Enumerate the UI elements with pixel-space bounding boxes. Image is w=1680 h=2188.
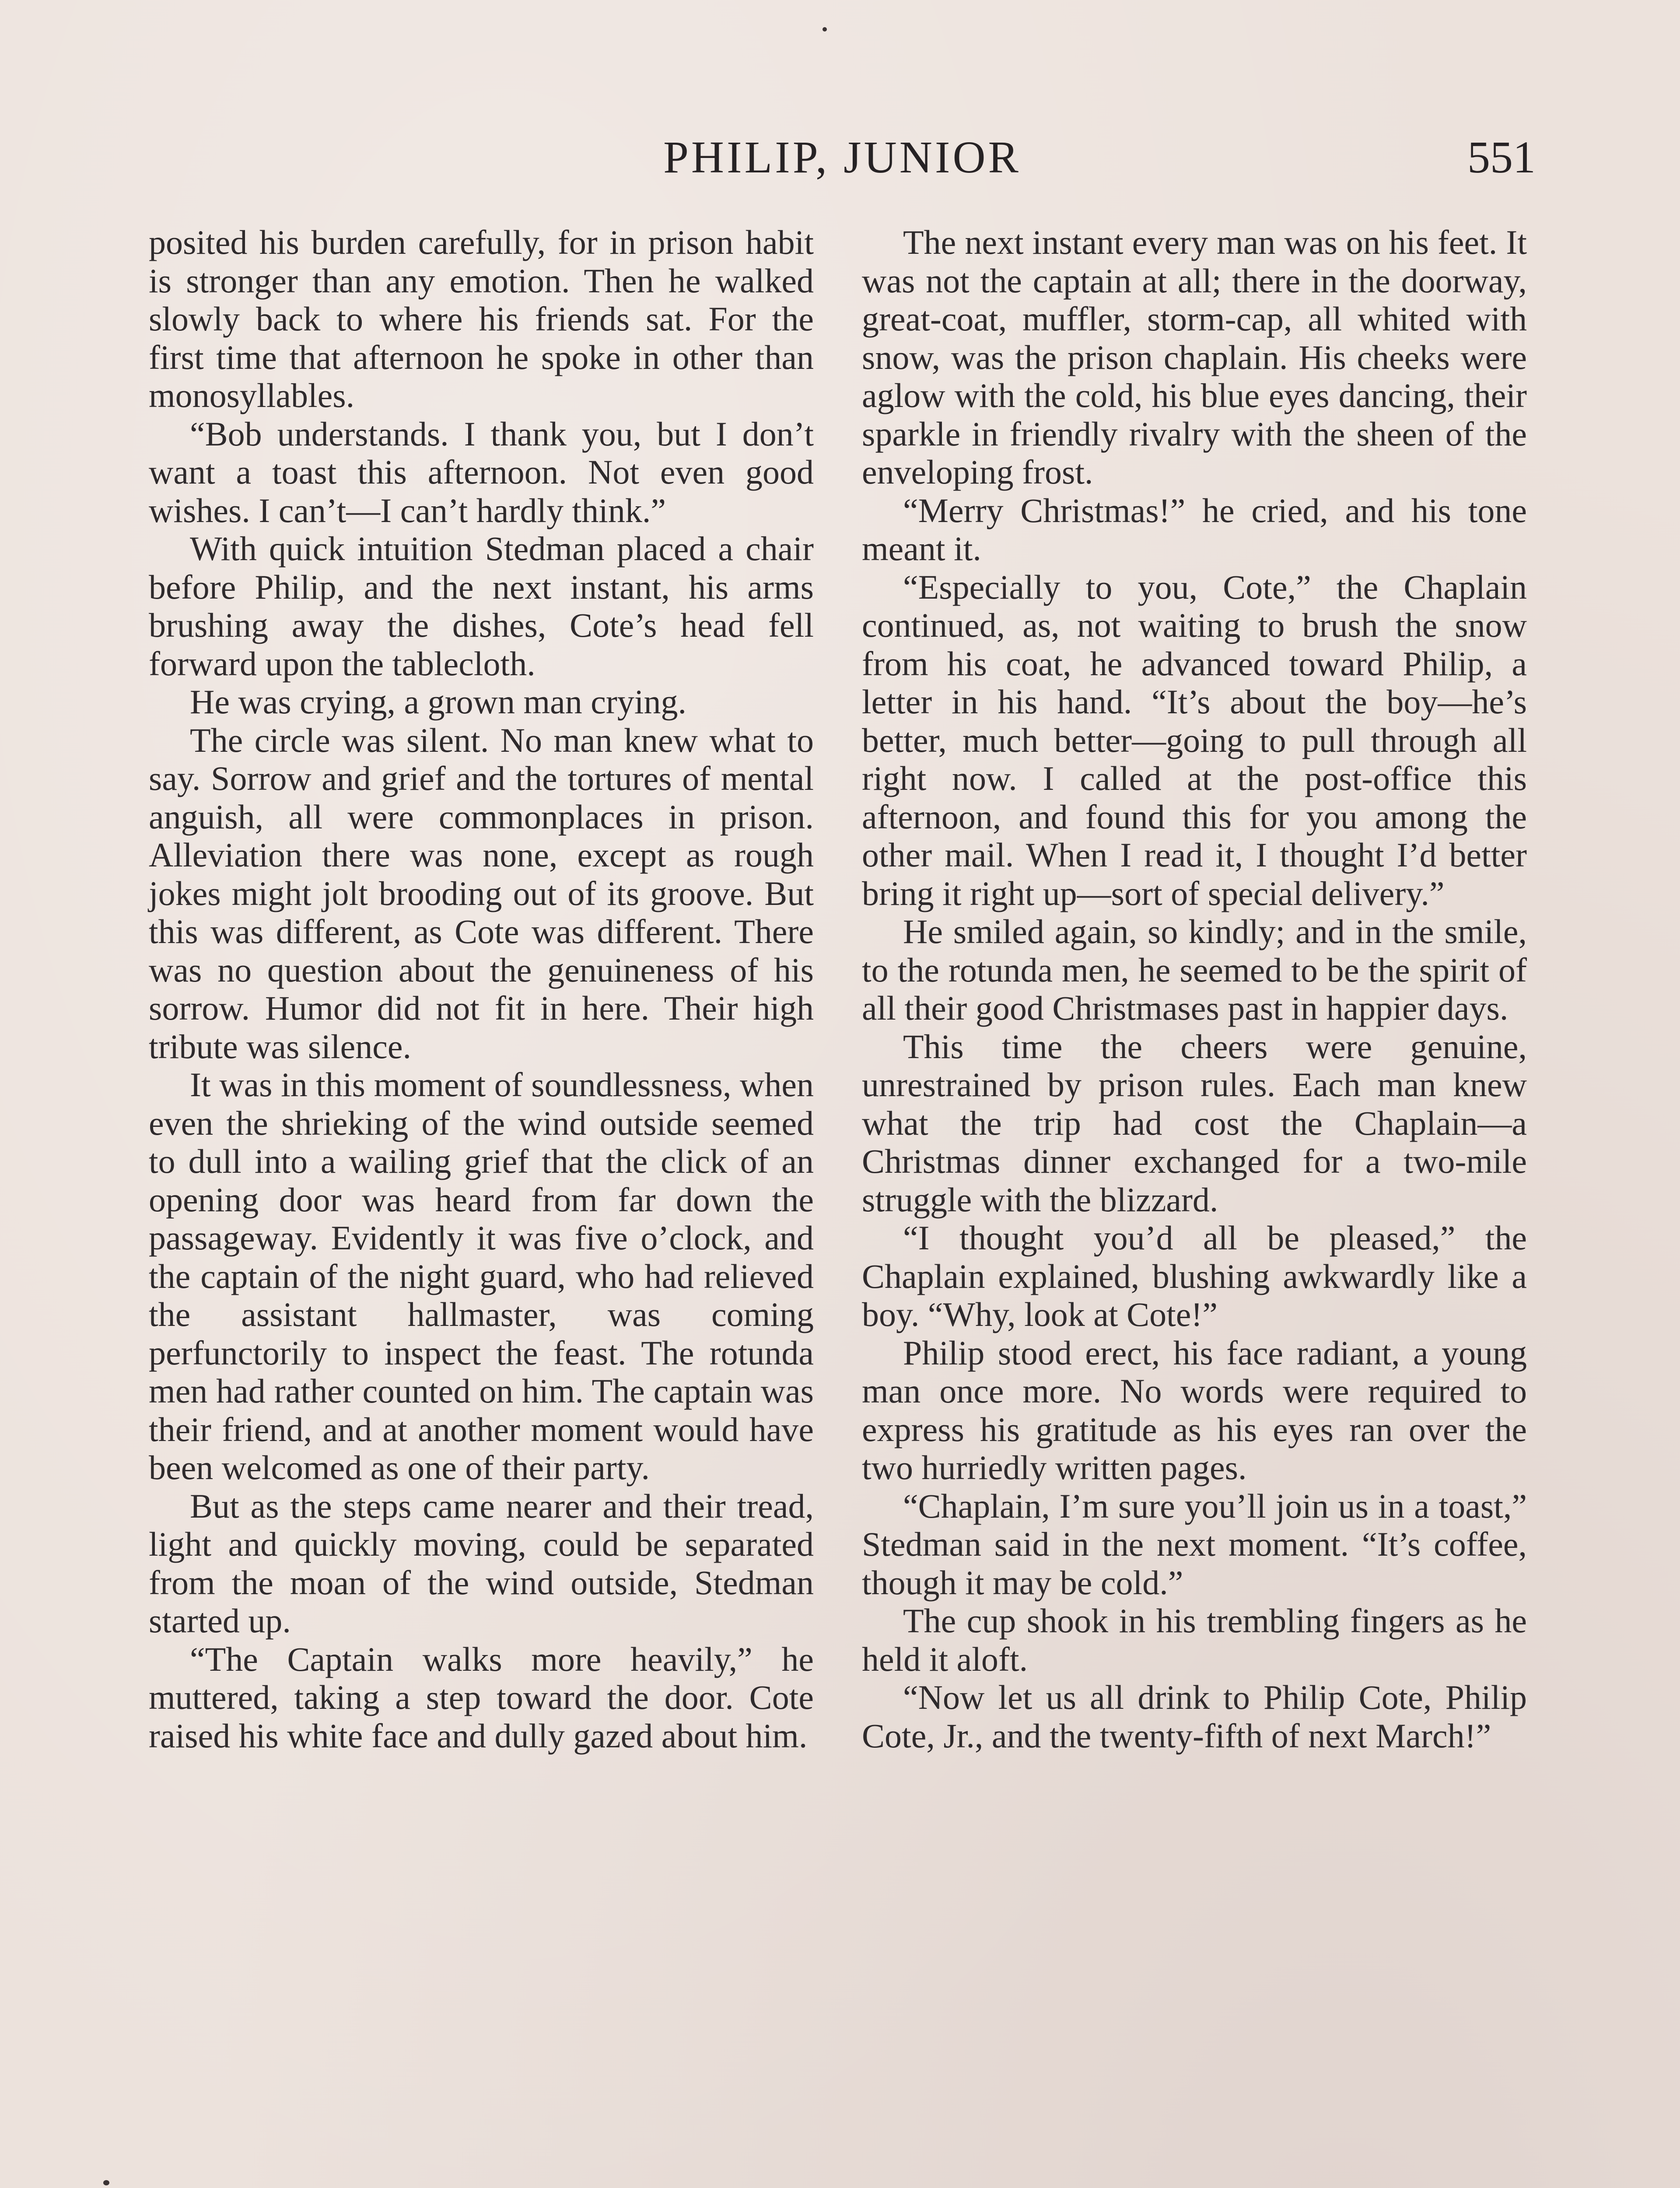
paragraph: This time the cheers were genuine, unrestrained by prison rules. Each man knew what the trip had cost the Chaplain—a Christmas dinner exchanged for a two-mile struggle with the blizzard. [862,1027,1527,1219]
paragraph: With quick intuition Stedman placed a chair before Philip, and the next instant, his arms brushing away the dishes, Cote’s head fell forward upon the tablecloth. [149,529,814,683]
paragraph: “The Captain walks more heavily,” he muttered, taking a step toward the door. Cote raised his white face and dully gazed about him. [149,1640,814,1755]
page-number: 551 [1467,132,1536,182]
paragraph: “Especially to you, Cote,” the Chaplain continued, as, not waiting to brush the snow from his coat, he advanced toward Philip, a letter in his hand. “It’s about the boy—he’s better, much better—going to pull through all right now. I called at the post-office this afternoon, and found this for you among the other mail. When I read it, I thought I’d better bring it right up—sort of special delivery.” [862,568,1527,912]
paragraph: But as the steps came nearer and their tread, light and quickly moving, could be separated from the moan of the wind outside, Stedman started up. [149,1487,814,1640]
paragraph: The circle was silent. No man knew what to say. Sorrow and grief and the tortures of mental anguish, all were commonplaces in prison. Alleviation there was none, except as rough jokes might jolt brooding out of its groove. But this was different, as Cote was different. There was no question about the genuineness of his sorrow. Humor did not fit in here. Their high tribute was silence. [149,721,814,1066]
paragraph: Philip stood erect, his face radiant, a young man once more. No words were required to express his gratitude as his eyes ran over the two hurriedly written pages. [862,1333,1527,1487]
right-text-column [862,223,1527,1755]
paragraph: He smiled again, so kindly; and in the smile, to the rotunda men, he seemed to be the spirit of all their good Christmases past in happier days. [862,912,1527,1027]
paragraph: The next instant every man was on his feet. It was not the captain at all; there in the doorway, great-coat, muffler, storm-cap, all whited with snow, was the prison chaplain. His cheeks were aglow with the cold, his blue eyes dancing, their sparkle in friendly rivalry with the sheen of the enveloping frost. [862,223,1527,491]
paragraph: posited his burden carefully, for in prison habit is stronger than any emotion. Then he walked slowly back to where his friends sat. For the first time that afternoon he spoke in other than monosyllables. [149,223,814,414]
paragraph: “Chaplain, I’m sure you’ll join us in a toast,” Stedman said in the next moment. “It’s coffee, though it may be cold.” [862,1487,1527,1602]
running-title: PHILIP, JUNIOR [663,132,1021,182]
paragraph: He was crying, a grown man crying. [190,683,686,721]
paragraph: It was in this moment of soundlessness, when even the shrieking of the wind outside seemed to dull into a wailing grief that the click of an opening door was heard from far down the passageway. Evidently it was five o’clock, and the captain of the night guard, who had relieved the assistant hallmaster, was coming perfunctorily to inspect the feast. The rotunda men had rather counted on him. The captain was their friend, and at another moment would have been welcomed as one of their party. [149,1066,814,1487]
paper-speck [103,2180,109,2185]
paragraph: “Bob understands. I thank you, but I don’t want a toast this afternoon. Not even good wishes. I can’t—I can’t hardly think.” [149,414,814,529]
left-text-column [149,223,814,1755]
paragraph: The cup shook in his trembling fingers as he held it aloft. [862,1602,1527,1678]
paragraph: “I thought you’d all be pleased,” the Chaplain explained, blushing awkwardly like a boy. “Why, look at Cote!” [862,1219,1527,1333]
paper-speck [822,27,827,32]
paragraph: “Now let us all drink to Philip Cote, Philip Cote, Jr., and the twenty-fifth of next March!” [862,1678,1527,1755]
paragraph: “Merry Christmas!” he cried, and his tone meant it. [862,491,1527,568]
page-header [149,127,1536,188]
